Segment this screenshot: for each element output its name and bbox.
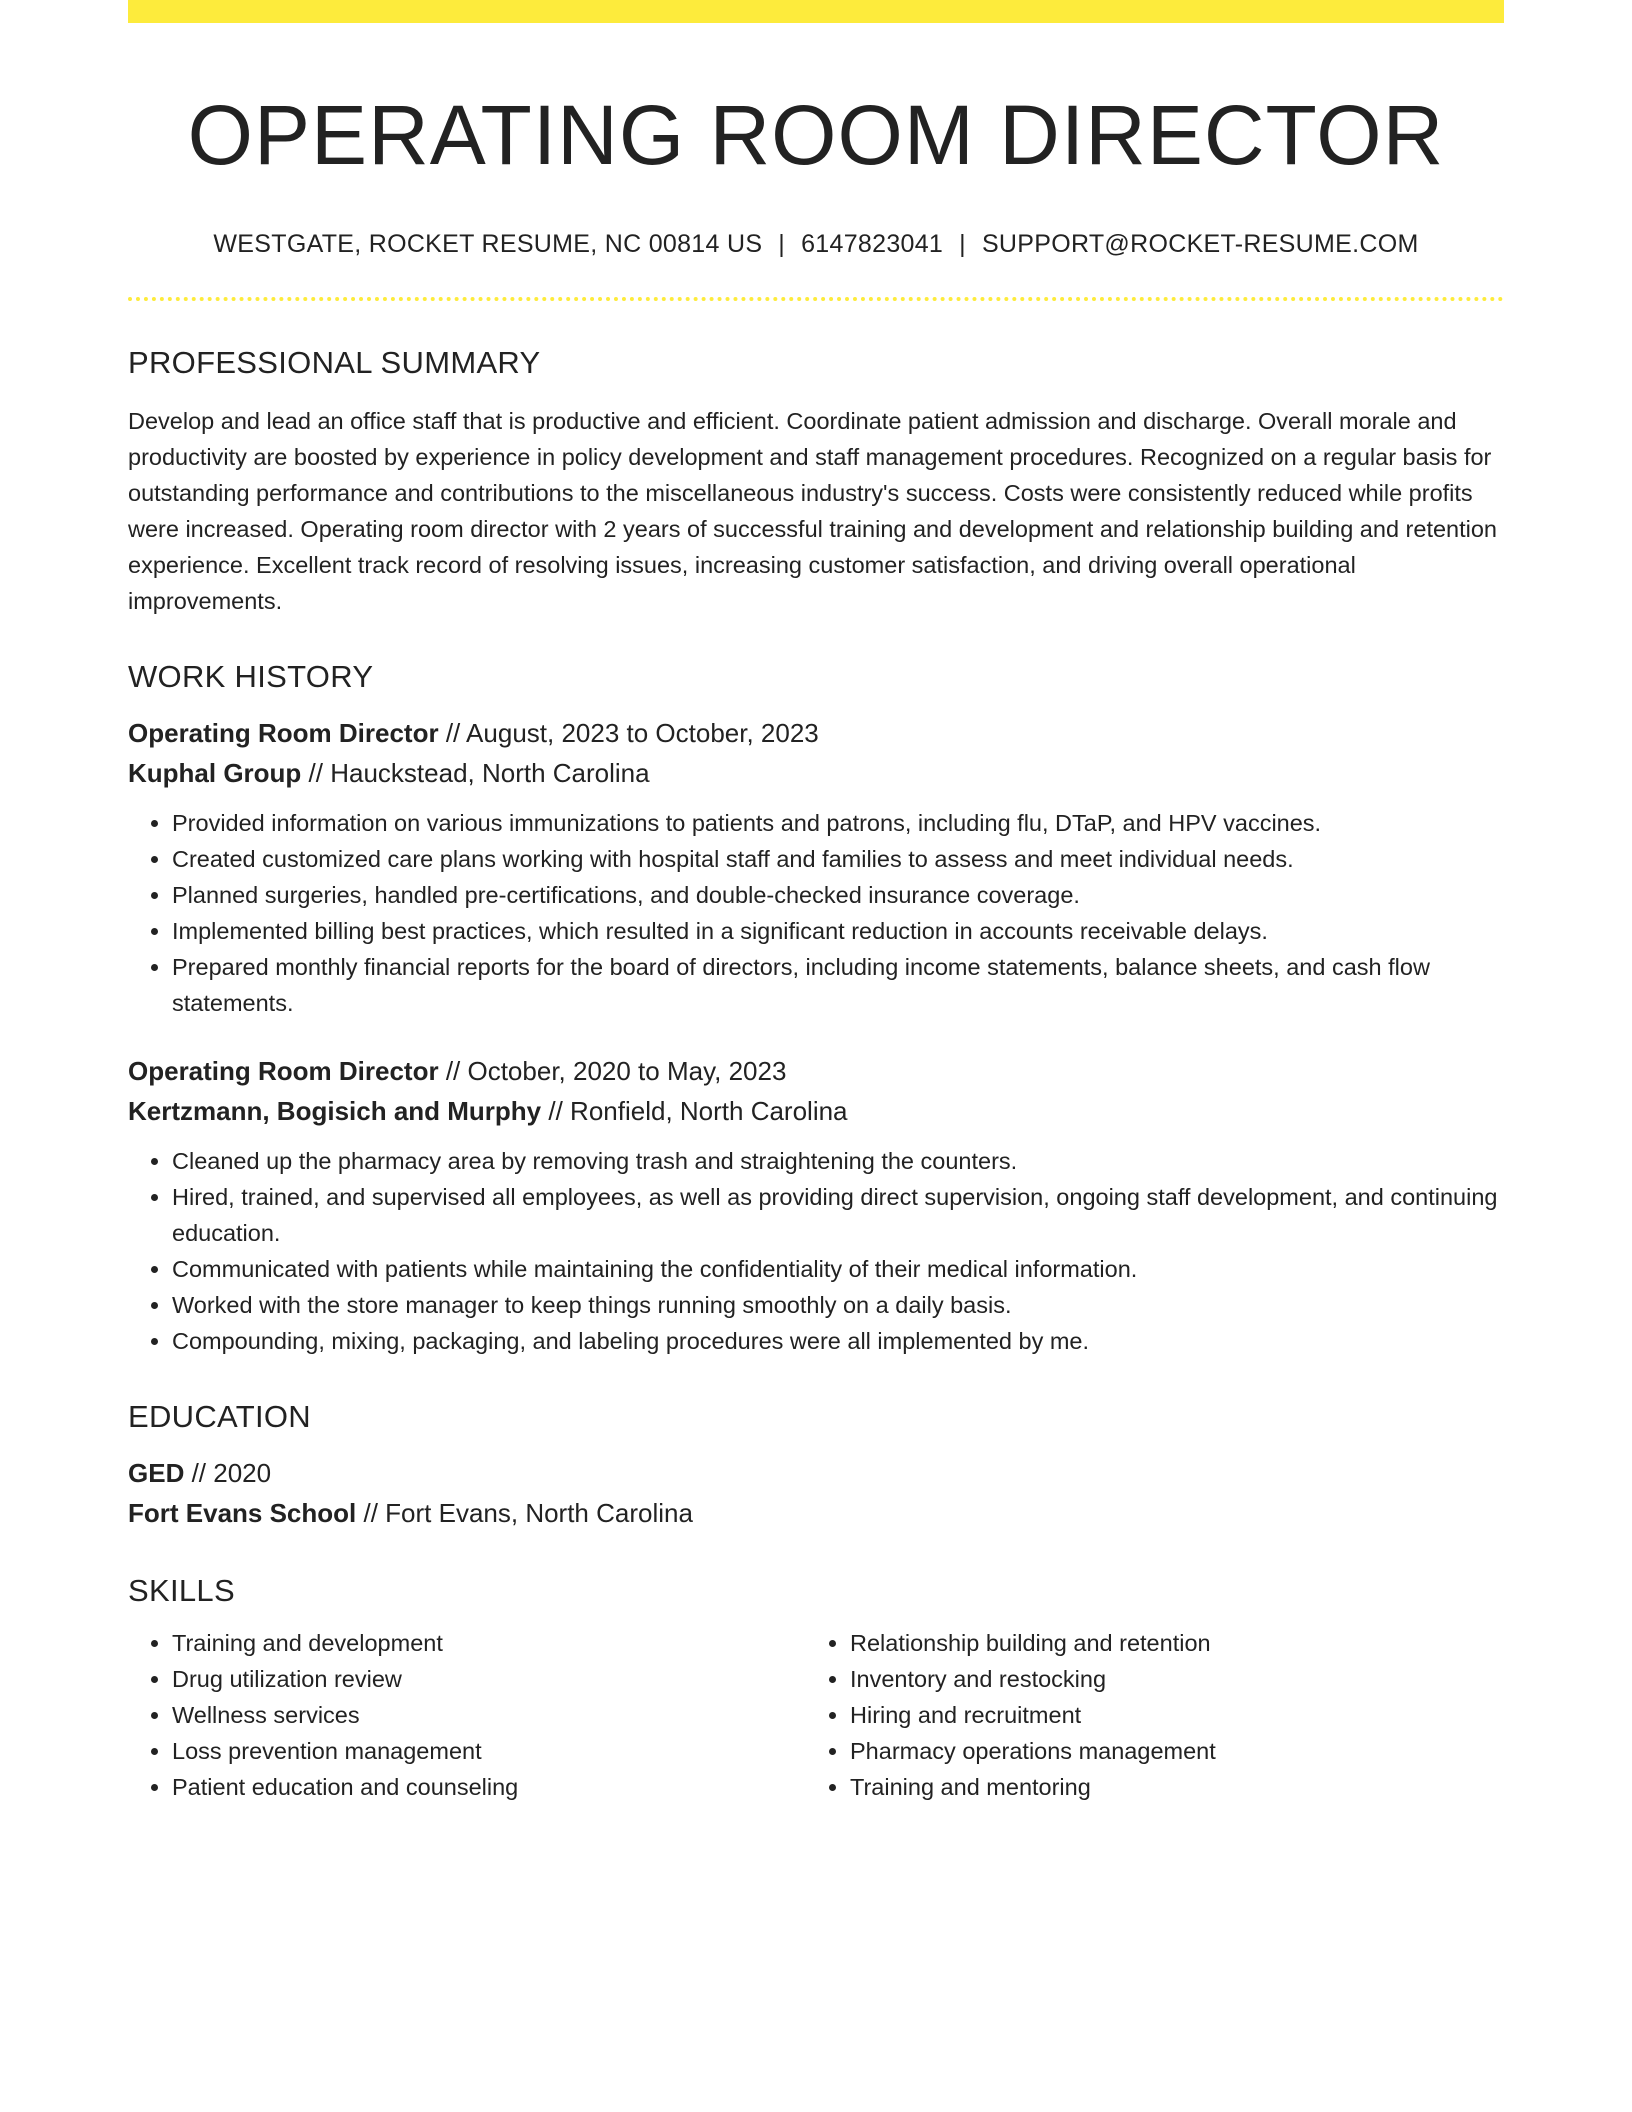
contact-separator: |: [778, 229, 786, 258]
education-degree: GED: [128, 1457, 185, 1488]
job-bullet: • Prepared monthly financial reports for the board of directors, including income statements, balance sheets, and cash flow statements.: [172, 949, 1504, 1021]
summary-heading: PROFESSIONAL SUMMARY: [128, 344, 541, 380]
job-bullet: • Communicated with patients while maintaining the confidentiality of their medical information.: [172, 1251, 1504, 1287]
job-bullets: [128, 805, 1504, 1021]
education-school: Fort Evans School: [128, 1497, 357, 1528]
job-company: Kuphal Group: [128, 757, 302, 788]
job-bullet: • Planned surgeries, handled pre-certifications, and double-checked insurance coverage.: [172, 877, 1504, 913]
job-dates: // August, 2023 to October, 2023: [438, 717, 819, 748]
job-bullet: • Provided information on various immunizations to patients and patrons, including flu, DTaP, and HPV vaccines.: [172, 805, 1504, 841]
skills-columns: [128, 1625, 1504, 1805]
education-section: [128, 1399, 1504, 1533]
skill-item: • Drug utilization review: [172, 1661, 806, 1697]
job-company: Kertzmann, Bogisich and Murphy: [128, 1095, 542, 1126]
job-title: Operating Room Director: [128, 1055, 439, 1086]
job-entry: [128, 1051, 1504, 1359]
work-history-section: [128, 659, 1504, 1359]
candidate-name: OPERATING ROOM DIRECTOR: [187, 88, 1445, 182]
skill-item: • Hiring and recruitment: [850, 1697, 1484, 1733]
contact-line: [128, 230, 1504, 259]
skill-item: • Patient education and counseling: [172, 1769, 806, 1805]
top-accent-bar: [128, 0, 1504, 23]
skill-item: • Loss prevention management: [172, 1733, 806, 1769]
education-heading: EDUCATION: [128, 1398, 311, 1434]
job-company-line: [128, 1091, 1504, 1131]
job-location: // Hauckstead, North Carolina: [301, 757, 650, 788]
work-history-heading: WORK HISTORY: [128, 658, 374, 694]
job-title-line: [128, 713, 1504, 753]
job-location: // Ronfield, North Carolina: [541, 1095, 848, 1126]
job-title-line: [128, 1051, 1504, 1091]
skills-section: [128, 1573, 1504, 1805]
skill-item: • Inventory and restocking: [850, 1661, 1484, 1697]
job-bullets: [128, 1143, 1504, 1359]
education-year: // 2020: [184, 1457, 272, 1488]
resume-page: [128, 0, 1504, 1805]
contact-address: WESTGATE, ROCKET RESUME, NC 00814 US: [213, 229, 763, 258]
job-dates: // October, 2020 to May, 2023: [438, 1055, 787, 1086]
contact-email: SUPPORT@ROCKET-RESUME.COM: [981, 229, 1419, 258]
skills-heading: SKILLS: [128, 1572, 235, 1608]
contact-separator: |: [959, 229, 966, 258]
job-bullet: • Compounding, mixing, packaging, and labeling procedures were all implemented by me.: [172, 1323, 1504, 1359]
skill-item: • Pharmacy operations management: [850, 1733, 1484, 1769]
job-bullet: • Worked with the store manager to keep things running smoothly on a daily basis.: [172, 1287, 1504, 1323]
skill-item: • Relationship building and retention: [850, 1625, 1484, 1661]
job-bullet: • Hired, trained, and supervised all employees, as well as providing direct supervision, ongoing staff development, and continuing education.: [172, 1179, 1504, 1251]
skill-item: • Training and development: [172, 1625, 806, 1661]
skill-item: • Training and mentoring: [850, 1769, 1484, 1805]
skills-left-column: [128, 1625, 806, 1805]
education-location: // Fort Evans, North Carolina: [356, 1497, 693, 1528]
job-title: Operating Room Director: [128, 717, 439, 748]
education-school-line: [128, 1493, 1504, 1533]
summary-text: Develop and lead an office staff that is productive and efficient. Coordinate patient admission and discharge. Overall morale and productivity are boosted by experience in policy development and staff management procedures. Recognized on a regular basis for outstanding performance and contributions to the miscellaneous industry's success. Costs were consistently reduced while profits were increased. Operating room director with 2 years of successful training and development and relationship building and retention experience. Excellent track record of resolving issues, increasing customer satisfaction, and driving overall operational improvements.: [128, 407, 1498, 614]
job-entry: [128, 713, 1504, 1021]
skills-right-column: [806, 1625, 1484, 1805]
job-bullet: • Created customized care plans working with hospital staff and families to assess and meet individual needs.: [172, 841, 1504, 877]
skill-item: • Wellness services: [172, 1697, 806, 1733]
job-bullet: • Implemented billing best practices, which resulted in a significant reduction in accounts receivable delays.: [172, 913, 1504, 949]
job-company-line: [128, 753, 1504, 793]
job-bullet: • Cleaned up the pharmacy area by removing trash and straightening the counters.: [172, 1143, 1504, 1179]
header-divider: [128, 297, 1504, 301]
contact-phone: 6147823041: [801, 229, 944, 258]
education-degree-line: [128, 1453, 1504, 1493]
